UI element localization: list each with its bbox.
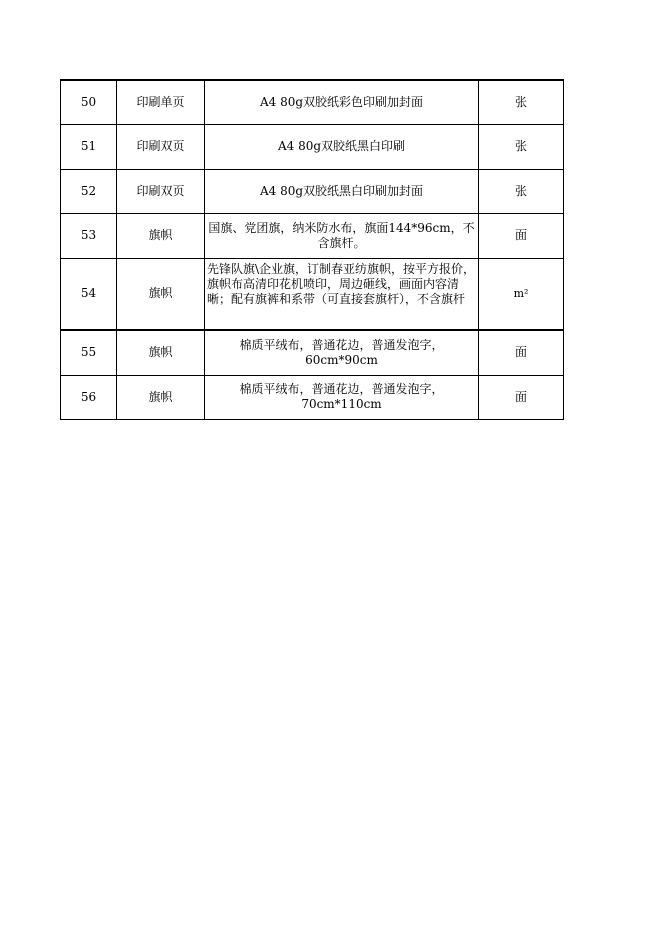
item-unit: 张: [479, 80, 564, 124]
row-number: 55: [61, 330, 117, 375]
table-row: [61, 169, 564, 213]
item-description: 国旗、党团旗，纳米防水布，旗面144*96cm，不含旗杆。: [205, 213, 479, 258]
row-number: 52: [61, 169, 117, 213]
table-row: [61, 213, 564, 258]
item-name: 旗帜: [117, 258, 205, 330]
item-description: A4 80g双胶纸彩色印刷加封面: [205, 80, 479, 124]
item-name: 旗帜: [117, 213, 205, 258]
item-unit: 张: [479, 124, 564, 169]
item-name: 印刷双页: [117, 124, 205, 169]
item-unit: 面: [479, 213, 564, 258]
item-name: 印刷双页: [117, 169, 205, 213]
item-name: 印刷单页: [117, 80, 205, 124]
item-unit: 面: [479, 375, 564, 419]
item-description: 棉质平绒布，普通花边，普通发泡字，70cm*110cm: [205, 375, 479, 419]
item-name: 旗帜: [117, 330, 205, 375]
table-row: [61, 80, 564, 124]
price-table: [60, 79, 564, 420]
row-number: 51: [61, 124, 117, 169]
row-number: 54: [61, 258, 117, 330]
item-description: 棉质平绒布，普通花边，普通发泡字，60cm*90cm: [205, 330, 479, 375]
item-description: A4 80g双胶纸黑白印刷: [205, 124, 479, 169]
table-row: [61, 124, 564, 169]
row-number: 50: [61, 80, 117, 124]
item-unit: m²: [479, 258, 564, 330]
row-number: 56: [61, 375, 117, 419]
item-unit: 面: [479, 330, 564, 375]
table-row: [61, 375, 564, 419]
item-description: A4 80g双胶纸黑白印刷加封面: [205, 169, 479, 213]
item-description: 先锋队旗\企业旗，订制春亚纺旗帜，按平方报价，旗帜布高清印花机喷印，周边砸线，画面内容清晰；配有旗裤和系带（可直接套旗杆），不含旗杆: [205, 258, 479, 330]
row-number: 53: [61, 213, 117, 258]
item-name: 旗帜: [117, 375, 205, 419]
table-row: [61, 258, 564, 330]
table-row: [61, 330, 564, 375]
item-unit: 张: [479, 169, 564, 213]
